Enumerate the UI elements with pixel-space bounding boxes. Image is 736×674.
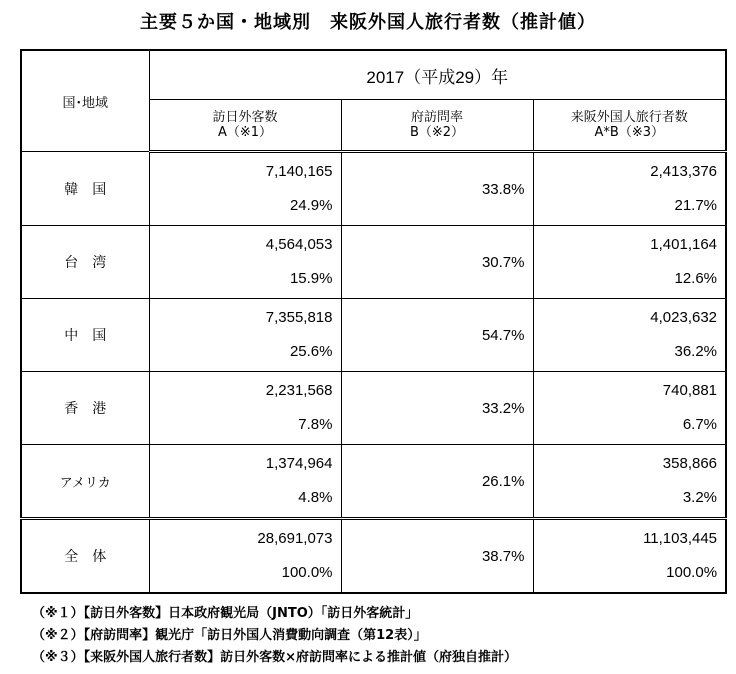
- column-header-rate-formula: B（※2）: [409, 125, 465, 140]
- country-cell: アメリカ: [21, 445, 149, 519]
- osaka-share: 36.2%: [674, 343, 718, 360]
- total-osaka-cell: [533, 519, 726, 594]
- osaka-share: 12.6%: [674, 270, 718, 287]
- osaka-cell: [533, 299, 726, 372]
- visitors-value: 2,231,568: [265, 382, 333, 399]
- total-osaka-value: 11,103,445: [643, 530, 718, 547]
- visitors-share: 25.6%: [289, 343, 333, 360]
- visitors-value: 7,140,165: [265, 163, 333, 180]
- column-header-rate-label: 府訪問率: [410, 110, 463, 125]
- osaka-share: 21.7%: [674, 197, 718, 214]
- visitors-share: 7.8%: [298, 416, 333, 433]
- footnotes: [32, 603, 732, 669]
- column-header-osaka: [533, 100, 726, 152]
- column-header-osaka-formula: A*B（※3）: [594, 125, 664, 140]
- page-title: 主要５か国・地域別 来阪外国人旅行者数（推計値）: [140, 12, 596, 33]
- visitors-value: 7,355,818: [265, 309, 333, 326]
- osaka-share: 3.2%: [682, 489, 718, 506]
- table-row: [21, 372, 726, 445]
- table-row: [21, 299, 726, 372]
- osaka-cell: [533, 372, 726, 445]
- total-visitors-value: 28,691,073: [257, 530, 333, 547]
- visitors-cell: [149, 226, 341, 299]
- total-rate-cell: 38.7%: [341, 519, 533, 594]
- total-row: [21, 519, 726, 594]
- visitors-share: 15.9%: [289, 270, 333, 287]
- rate-cell: 33.8%: [341, 152, 533, 226]
- total-visitors-cell: [149, 519, 341, 594]
- osaka-value: 740,881: [662, 382, 718, 399]
- footnote-3: （※３）【来阪外国人旅行者数】訪日外客数×府訪問率による推計値（府独自推計）: [32, 650, 518, 665]
- osaka-value: 2,413,376: [650, 163, 718, 180]
- osaka-value: 358,866: [662, 455, 718, 472]
- visitors-value: 1,374,964: [265, 455, 333, 472]
- footnote-1: （※１）【訪日外客数】日本政府観光局（JNTO）「訪日外客統計」: [32, 606, 419, 621]
- visitor-table: [20, 49, 727, 594]
- osaka-value: 4,023,632: [650, 309, 718, 326]
- column-header-visitors-label: 訪日外客数: [212, 110, 278, 125]
- country-cell: 韓国: [21, 152, 149, 226]
- column-header-osaka-label: 来阪外国人旅行者数: [570, 110, 688, 125]
- country-column-header: 国･地域: [21, 50, 149, 152]
- osaka-share: 6.7%: [682, 416, 718, 433]
- visitors-cell: [149, 152, 341, 226]
- visitors-cell: [149, 372, 341, 445]
- total-osaka-share: 100.0%: [666, 564, 718, 581]
- visitors-cell: [149, 445, 341, 519]
- column-header-rate: [341, 100, 533, 152]
- column-header-visitors: [149, 100, 341, 152]
- rate-cell: 33.2%: [341, 372, 533, 445]
- visitors-cell: [149, 299, 341, 372]
- osaka-value: 1,401,164: [650, 236, 718, 253]
- osaka-cell: [533, 226, 726, 299]
- visitors-value: 4,564,053: [265, 236, 333, 253]
- year-header: 2017（平成29）年: [149, 50, 726, 100]
- column-header-visitors-formula: A（※1）: [217, 125, 273, 140]
- country-cell: 台湾: [21, 226, 149, 299]
- rate-cell: 54.7%: [341, 299, 533, 372]
- country-cell: 香港: [21, 372, 149, 445]
- visitors-share: 24.9%: [289, 197, 333, 214]
- rate-cell: 30.7%: [341, 226, 533, 299]
- table-row: [21, 226, 726, 299]
- footnote-2: （※２）【府訪問率】観光庁「訪日外国人消費動向調査（第12表）」: [32, 628, 427, 643]
- visitors-share: 4.8%: [298, 489, 333, 506]
- total-label: 全体: [21, 519, 149, 594]
- total-visitors-share: 100.0%: [281, 564, 333, 581]
- osaka-cell: [533, 152, 726, 226]
- osaka-cell: [533, 445, 726, 519]
- table-row: [21, 152, 726, 226]
- country-cell: 中国: [21, 299, 149, 372]
- table-row: [21, 445, 726, 519]
- rate-cell: 26.1%: [341, 445, 533, 519]
